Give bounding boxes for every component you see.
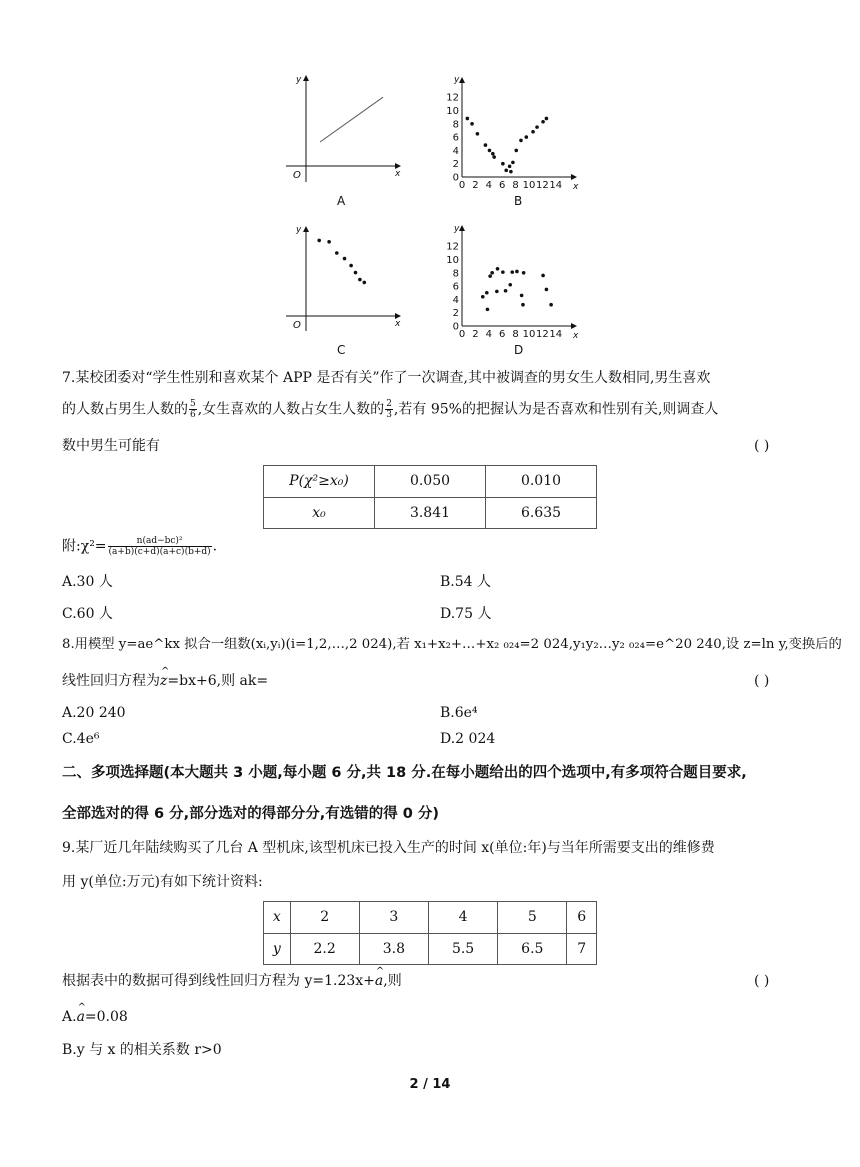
q9-data-table [263,901,597,965]
q9-option-a-prefix: A. [62,1009,77,1025]
q7-frac2-den: 3 [386,410,392,420]
chart-b-caption: B [514,194,523,208]
table-row [264,466,597,498]
scatter-figures [0,0,860,365]
chart-c [286,225,401,357]
q9-line1: 9.某厂近几年陆续购买了几台 A 型机床,该型机床已投入生产的时间 x(单位:年)与当年所需要支出的维修费 [62,840,715,856]
table-cell: x [264,902,291,934]
q7-line2-c: ,若有 95%的把握认为是否喜欢和性别有关,则调查人 [393,401,719,418]
data-point [504,169,508,173]
section-2-heading-cont: 全部选对的得 6 分,部分选对的得部分分,有选错的得 0 分) [62,806,440,822]
table-cell: 6 [567,902,597,934]
chart-c-y-arrow [303,226,309,232]
data-point [520,294,524,298]
data-point [525,135,529,139]
q7-fraction-2-3 [385,399,393,420]
data-point [470,122,474,126]
data-point [486,308,490,312]
q7-line2 [62,399,718,420]
q8-option-c[interactable]: C.4e⁶ [62,731,100,747]
chart-d-x-arrow [571,323,577,329]
x-tick-label: 12 [536,329,549,340]
x-tick-label: 12 [536,180,549,191]
table-cell: 6.5 [498,933,567,965]
x-tick-label: 0 [458,180,466,191]
data-point [492,155,496,159]
data-point [519,139,523,143]
q7-answer-paren[interactable]: ( ) [754,438,770,454]
chart-b-x-arrow [571,174,577,180]
q9-option-a-hat: ^ a [77,1007,85,1027]
q9-line3-a: 根据表中的数据可得到线性回归方程为 y=1.23x+ [62,973,375,989]
q8-line2 [62,671,268,691]
data-point [549,303,553,307]
table-row [264,933,597,965]
table-cell: 5.5 [428,933,497,965]
data-point [485,291,489,295]
q7-critical-value-table [263,465,597,529]
chart-b [446,75,579,208]
q7-formula-prefix: 附:χ²= [62,538,107,555]
q7-frac1-num: 5 [190,399,196,409]
x-tick-label: 4 [485,180,492,191]
page-number: 2 / 14 [409,1077,451,1092]
y-tick-label: 4 [452,294,459,306]
q8-answer-paren[interactable]: ( ) [754,673,770,689]
data-point [343,257,347,261]
q8-line2-a: 线性回归方程为 [62,673,160,689]
chart-a-x-label: x [395,169,401,179]
data-point [545,288,549,292]
q7-formula-den: (a+b)(c+d)(a+c)(b+d) [108,547,211,557]
chart-a-y-arrow [303,75,309,81]
x-tick-label: 6 [499,180,506,191]
q7-fraction-5-6 [189,399,197,420]
table-cell: P(χ²≥x₀) [264,466,375,498]
data-point [531,130,535,134]
q7-formula-fraction [108,536,212,557]
chart-a-origin: O [293,170,301,181]
data-point [545,117,549,121]
chart-a-series-line [320,97,383,142]
q9-answer-paren[interactable]: ( ) [754,973,770,989]
q8-line1: 8.用模型 y=ae^kx 拟合一组数(xᵢ,yᵢ)(i=1,2,…,2 024),若 x₁+x₂+…+x₂ ₀₂₄=2 024,y₁y₂…y₂ ₀₂₄=e^20 240,设 z=ln y,变换后的 [62,637,842,652]
data-point [501,162,505,166]
q7-formula-suffix: . [212,538,218,555]
y-tick-label: 2 [452,308,459,320]
data-point [541,120,545,124]
y-tick-label: 6 [452,132,459,144]
y-tick-label: 8 [452,268,459,280]
y-tick-label: 4 [452,145,459,157]
table-row [264,902,597,934]
q8-z-hat: ^ z [160,671,167,691]
q7-option-a[interactable]: A.30 人 [62,574,113,590]
data-point [363,281,367,285]
table-cell: 0.050 [375,466,486,498]
table-cell: y [264,933,291,965]
data-point [504,289,508,293]
y-tick-label: 12 [446,92,459,104]
chart-d-y-label: y [454,224,460,234]
table-cell: 6.635 [486,497,597,529]
x-tick-label: 10 [522,329,536,340]
chart-a [286,75,401,208]
q9-line2: 用 y(单位:万元)有如下统计资料: [62,874,263,890]
q9-option-a-value: =0.08 [84,1009,128,1025]
data-point [358,278,362,282]
q8-option-a[interactable]: A.20 240 [62,705,126,721]
table-cell: 3.841 [375,497,486,529]
data-point [490,271,494,275]
q7-option-d[interactable]: D.75 人 [440,606,492,622]
data-point [484,143,488,147]
data-point [535,125,539,129]
q7-option-b[interactable]: B.54 人 [440,574,492,590]
data-point [349,264,353,268]
q9-line3 [62,971,402,991]
x-tick-label: 2 [472,180,479,191]
y-tick-label: 0 [452,321,459,333]
x-tick-label: 8 [512,180,519,191]
data-point [508,283,512,287]
q8-option-b[interactable]: B.6e⁴ [440,705,478,721]
data-point [335,251,339,255]
data-point [491,152,495,156]
x-tick-label: 2 [472,329,479,340]
y-tick-label: 10 [446,255,459,266]
data-point [510,270,514,274]
data-point [327,240,331,244]
chart-d-y-arrow [459,225,465,231]
q7-line3: 数中男生可能有 [62,438,160,454]
q7-line1: 7.某校团委对“学生性别和喜欢某个 APP 是否有关”作了一次调查,其中被调查的男女生人数相同,男生喜欢 [62,370,711,386]
x-tick-label: 0 [458,329,466,340]
data-point [488,274,492,278]
table-row [264,497,597,529]
table-cell: 3.8 [359,933,428,965]
q7-frac2-num: 2 [386,399,392,409]
chart-b-x-label: x [573,182,579,192]
data-point [501,270,505,274]
chart-a-caption: A [337,194,346,208]
table-cell: 0.010 [486,466,597,498]
data-point [521,303,525,307]
data-point [509,170,513,174]
q7-line2-b: ,女生喜欢的人数占女生人数的 [197,401,385,418]
chart-c-x-label: x [395,319,401,329]
table-cell: 4 [428,902,497,934]
data-point [476,132,480,136]
x-tick-label: 4 [485,329,492,340]
y-tick-label: 2 [452,159,459,171]
y-tick-label: 6 [452,281,459,293]
chart-b-y-label: y [454,75,460,85]
chart-d-caption: D [514,343,524,357]
q9-option-a[interactable] [62,1007,128,1027]
chart-d [446,224,579,357]
table-cell: 5 [498,902,567,934]
x-tick-label: 8 [512,329,519,340]
table-cell: 2.2 [290,933,359,965]
chart-a-y-label: y [296,75,302,85]
q9-a-hat: ^ a [375,971,383,991]
data-point [522,271,526,275]
x-tick-label: 14 [549,329,563,340]
table-cell: x₀ [264,497,375,529]
x-tick-label: 10 [522,180,536,191]
y-tick-label: 12 [446,241,459,253]
table-cell: 7 [567,933,597,965]
q7-option-c[interactable]: C.60 人 [62,606,113,622]
data-point [354,271,358,275]
y-tick-label: 8 [452,119,459,131]
chart-c-origin: O [293,320,301,331]
data-point [488,149,492,153]
q7-formula-num: n(ad−bc)² [108,536,212,547]
chart-c-caption: C [337,343,346,357]
chart-b-y-arrow [459,77,465,83]
q9-line3-b: ,则 [383,973,402,989]
data-point [317,239,321,243]
table-cell: 2 [290,902,359,934]
q8-option-d[interactable]: D.2 024 [440,731,496,747]
data-point [511,161,515,165]
data-point [481,295,485,299]
q7-frac1-den: 6 [190,410,196,420]
x-tick-label: 14 [549,180,563,191]
data-point [508,165,512,169]
q8-line2-b: =bx+6,则 ak= [167,673,269,689]
data-point [514,149,518,153]
chart-c-y-label: y [296,225,302,235]
data-point [541,274,545,278]
y-tick-label: 0 [452,172,459,184]
data-point [515,270,519,274]
data-point [495,290,499,294]
data-point [466,117,470,121]
chart-d-x-label: x [573,331,579,341]
x-tick-label: 6 [499,329,506,340]
q7-formula [62,536,217,557]
table-cell: 3 [359,902,428,934]
q9-option-b[interactable]: B.y 与 x 的相关系数 r>0 [62,1042,222,1058]
section-2-heading: 二、多项选择题(本大题共 3 小题,每小题 6 分,共 18 分.在每小题给出的四个选项中,有多项符合题目要求, [62,765,747,781]
q7-line2-a: 的人数占男生人数的 [62,401,188,418]
y-tick-label: 10 [446,106,459,117]
data-point [496,267,500,271]
